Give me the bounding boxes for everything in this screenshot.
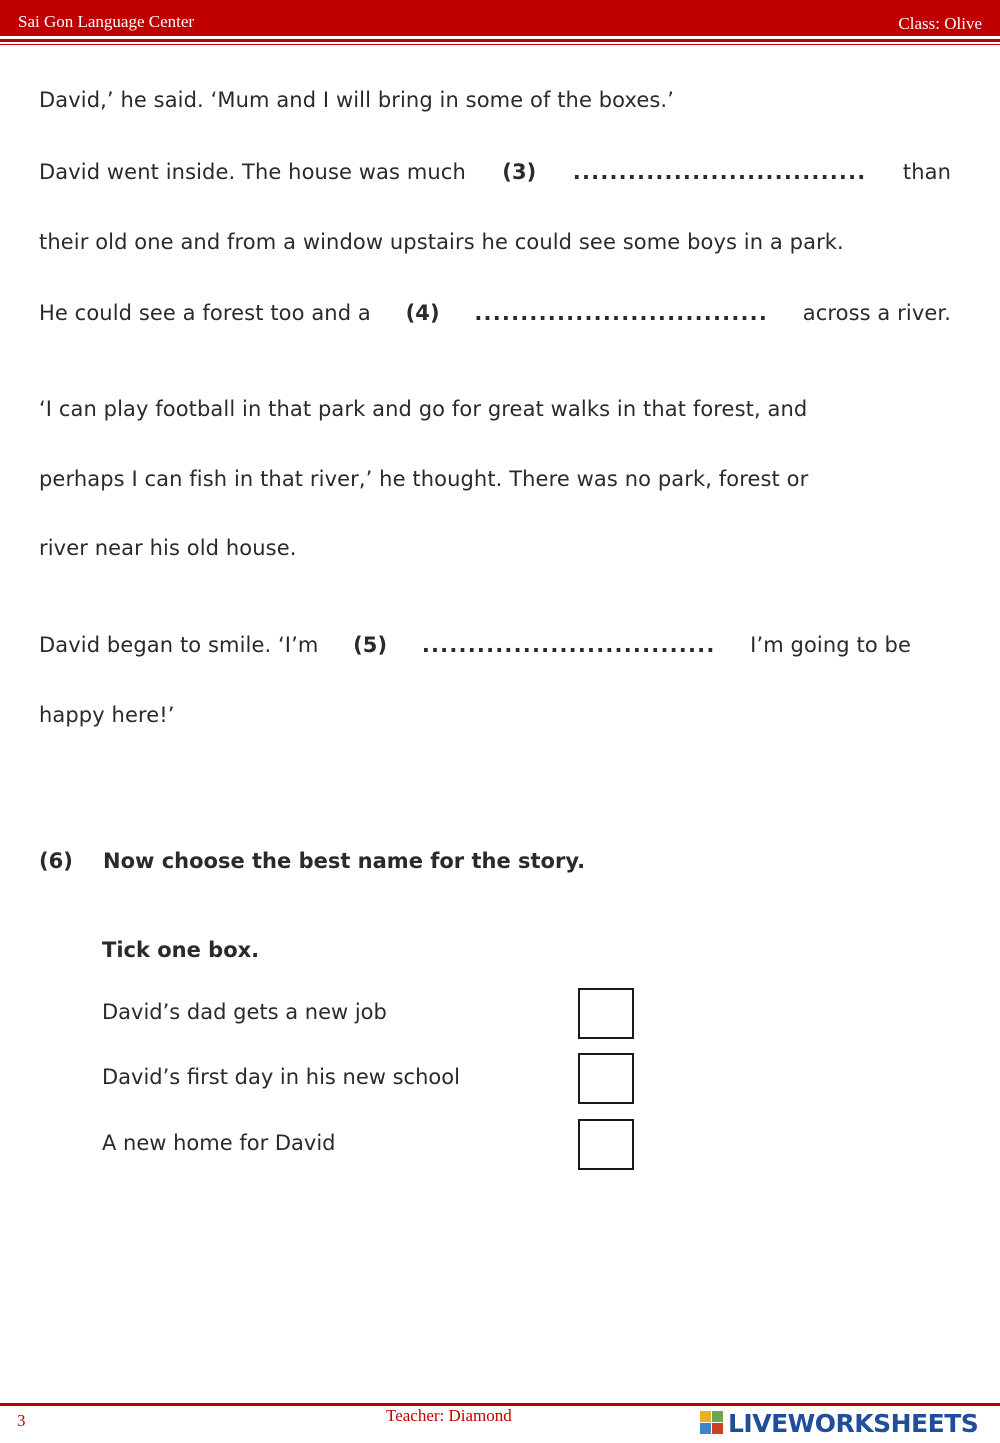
header-divider-thin <box>0 44 1000 45</box>
option-label: David’s first day in his new school <box>102 1065 460 1089</box>
passage-line-1: David,’ he said. ‘Mum and I will bring in some of the boxes.’ <box>39 88 674 112</box>
logo-text: LIVEWORKSHEETS <box>728 1408 979 1438</box>
tick-box-option-3[interactable] <box>578 1119 634 1170</box>
tick-box-option-2[interactable] <box>578 1053 634 1104</box>
instruction: Tick one box. <box>102 938 260 962</box>
passage-line-3: their old one and from a window upstairs he could see some boys in a park. <box>39 230 844 254</box>
blank-number: (5) <box>353 633 388 657</box>
answer-blank-4[interactable]: ................................ <box>474 301 769 325</box>
answer-blank-3[interactable]: ................................ <box>572 160 867 184</box>
passage-line-5: ‘I can play football in that park and go for great walks in that forest, and <box>39 397 808 421</box>
blank-number: (4) <box>405 301 440 325</box>
question-6 <box>39 849 585 873</box>
school-name: Sai Gon Language Center <box>18 12 195 31</box>
passage-text: He could see a forest too and a <box>39 301 371 325</box>
header-bar <box>0 0 1000 36</box>
question-text: Now choose the best name for the story. <box>103 849 586 873</box>
passage-line-7: river near his old house. <box>39 536 297 560</box>
tick-box-option-1[interactable] <box>578 988 634 1039</box>
passage-line-8 <box>39 633 911 657</box>
teacher-name: Teacher: Diamond <box>386 1406 512 1425</box>
logo-blocks-icon <box>700 1411 724 1435</box>
option-label: A new home for David <box>102 1131 336 1155</box>
option-label: David’s dad gets a new job <box>102 1000 387 1024</box>
liveworksheets-logo[interactable] <box>700 1409 978 1437</box>
passage-line-6: perhaps I can fish in that river,’ he thought. There was no park, forest or <box>39 467 809 491</box>
passage-text: I’m going to be <box>750 633 911 657</box>
answer-blank-5[interactable]: ................................ <box>421 633 716 657</box>
passage-text: David began to smile. ‘I’m <box>39 633 319 657</box>
passage-text: David went inside. The house was much <box>39 160 466 184</box>
passage-line-2 <box>39 160 951 184</box>
blank-number: (3) <box>502 160 537 184</box>
passage-text: across a river. <box>802 301 951 325</box>
page-number: 3 <box>17 1411 26 1430</box>
question-number: (6) <box>39 849 73 873</box>
passage-text: than <box>902 160 951 184</box>
passage-line-4 <box>39 301 951 325</box>
passage-line-9: happy here!’ <box>39 703 175 727</box>
class-name: Class: Olive <box>898 14 982 33</box>
header-divider <box>0 39 1000 42</box>
